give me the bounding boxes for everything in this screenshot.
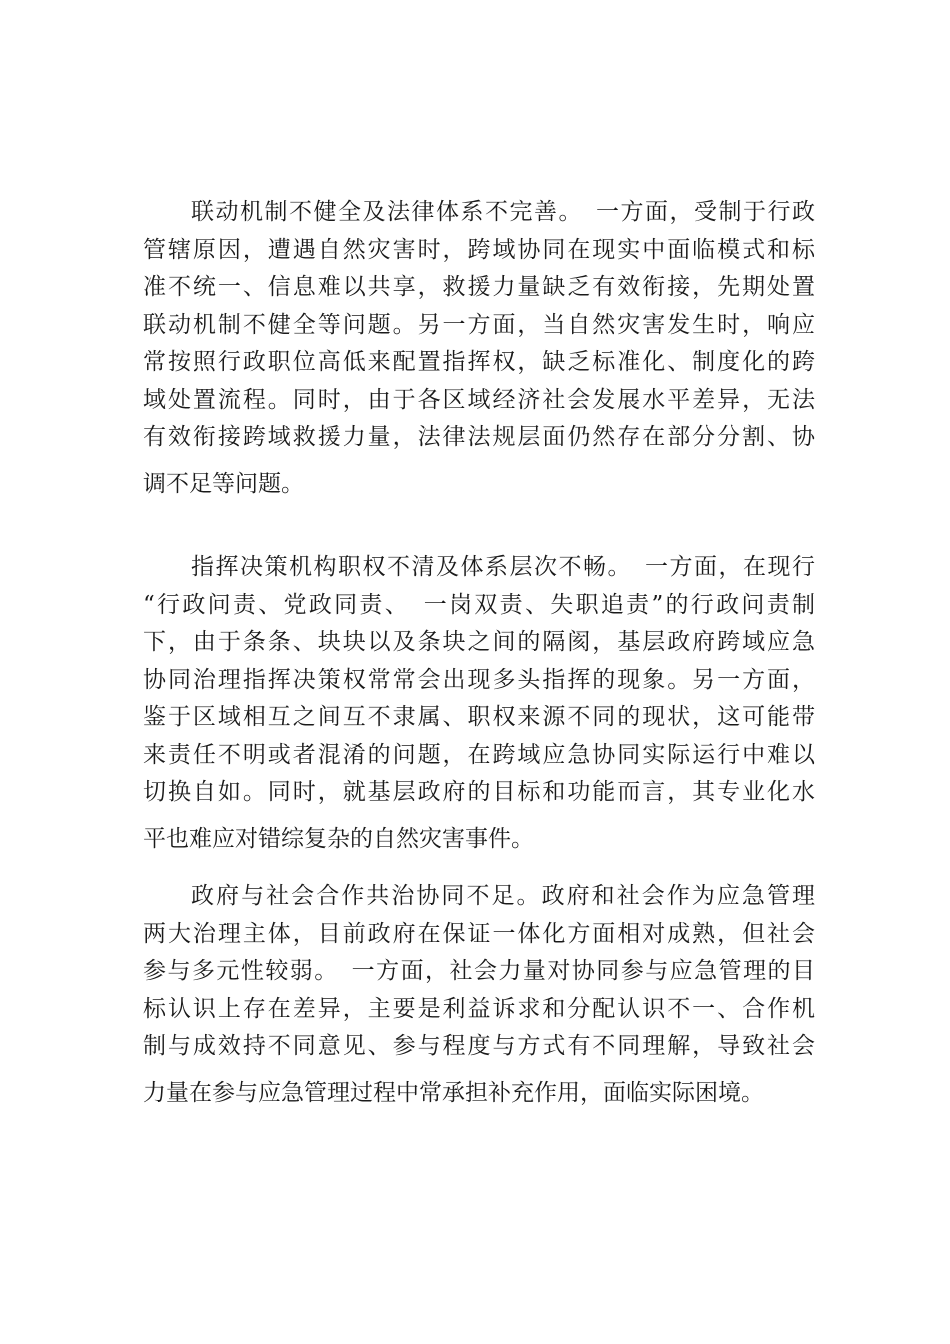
paragraph-line: 鉴于区域相互之间互不隶属、职权来源不同的现状，这可能带 [143,704,815,730]
paragraph-line: 调不足等问题。 [143,470,304,497]
paragraph-line: 标认识上存在差异，主要是利益诉求和分配认识不一、合作机 [143,995,815,1022]
paragraph-line: 准不统一、信息难以共享，救援力量缺乏有效衔接，先期处置 [143,274,815,300]
paragraph-line: 有效衔接跨域救援力量，法律法规层面仍然存在部分分割、协 [143,424,815,450]
paragraph-line: 政府与社会合作共治协同不足。政府和社会作为应急管理 [191,883,815,909]
paragraph-line: 切换自如。同时，就基层政府的目标和功能而言，其专业化水 [143,779,815,805]
paragraph-line: 协同治理指挥决策权常常会出现多头指挥的现象。另一方面， [143,666,815,693]
paragraph-line: 来责任不明或者混淆的问题，在跨域应急协同实际运行中难以 [143,741,815,768]
paragraph-line: 力量在参与应急管理过程中常承担补充作用，面临实际困境。 [143,1079,764,1106]
paragraph-line: 两大治理主体，目前政府在保证一体化方面相对成熟，但社会 [143,920,815,947]
paragraph-line: 平也难应对错综复杂的自然灾害事件。 [143,825,534,852]
paragraph-line: “行政问责、党政同责、 一岗双责、失职追责”的行政问责制 [143,591,815,618]
paragraph-line: 制与成效持不同意见、参与程度与方式有不同理解，导致社会 [143,1033,815,1059]
paragraph-linkage-mechanism [143,194,815,503]
paragraph-line: 下，由于条条、块块以及条块之间的隔阂，基层政府跨域应急 [143,629,815,655]
paragraph-line: 管辖原因，遭遇自然灾害时，跨域协同在现实中面临模式和标 [143,236,815,263]
paragraph-line: 联动机制不健全及法律体系不完善。 一方面，受制于行政 [191,199,815,225]
paragraph-line: 指挥决策机构职权不清及体系层次不畅。 一方面，在现行 [191,554,815,580]
paragraph-command-authority [143,549,815,858]
paragraph-line: 常按照行政职位高低来配置指挥权，缺乏标准化、制度化的跨 [143,349,815,375]
paragraph-line: 域处置流程。同时，由于各区域经济社会发展水平差异，无法 [143,386,815,413]
paragraph-government-society [143,878,815,1112]
paragraph-line: 联动机制不健全等问题。另一方面，当自然灾害发生时，响应 [143,311,815,338]
paragraph-line: 参与多元性较弱。 一方面，社会力量对协同参与应急管理的目 [143,958,815,984]
